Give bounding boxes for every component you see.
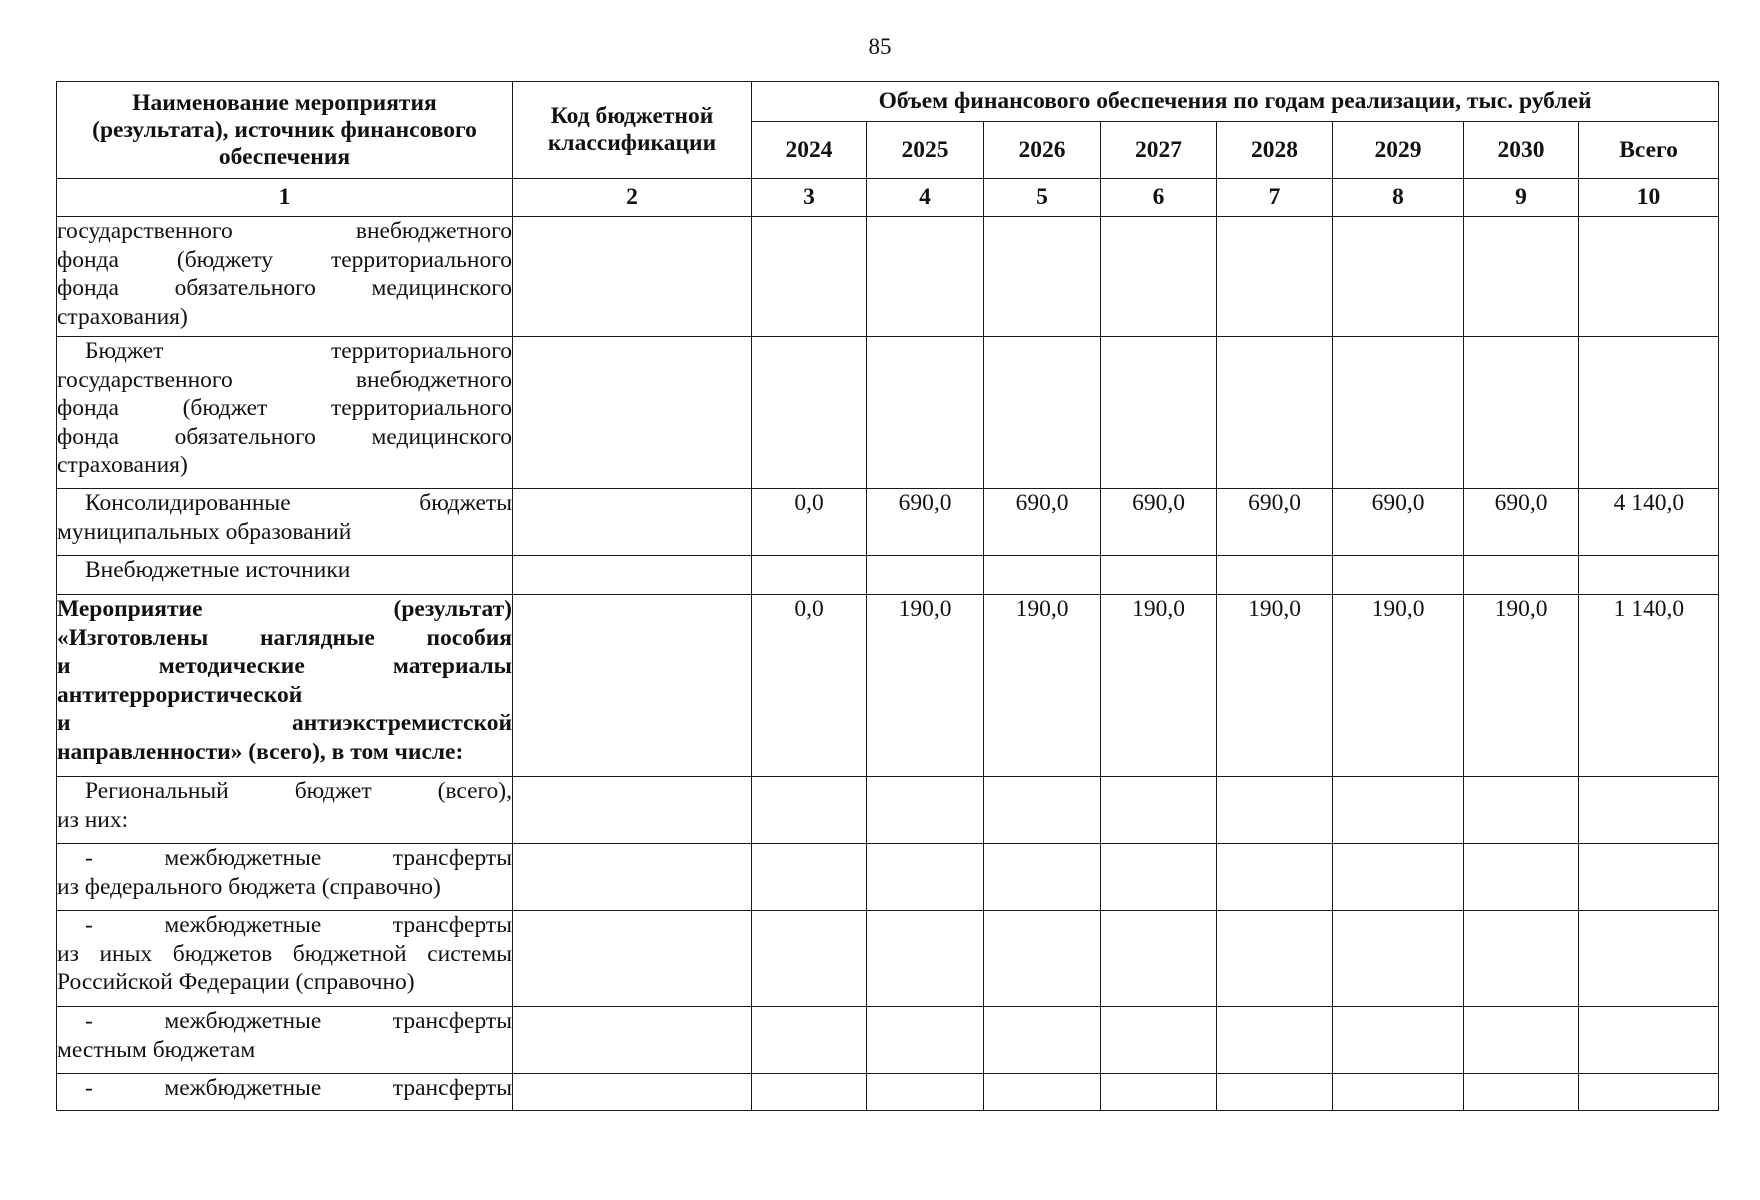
value-2028	[1217, 844, 1333, 911]
row-name	[57, 1007, 513, 1074]
header-funding-volume: Объем финансового обеспечения по годам реализации, тыс. рублей	[752, 82, 1719, 122]
header-activity-name: Наименование мероприятия (результата), источник финансового обеспечения	[57, 82, 513, 179]
row-name-line: государственного внебюджетного	[57, 218, 512, 244]
row-name-line: - межбюджетные трансферты	[85, 1008, 512, 1034]
table-row	[57, 844, 1719, 911]
header-year-2025: 2025	[867, 122, 984, 179]
value-2026: 690,0	[984, 489, 1101, 556]
value-2030	[1464, 1074, 1579, 1111]
column-number: 3	[752, 179, 867, 217]
value-2028	[1217, 217, 1333, 337]
column-number: 9	[1464, 179, 1579, 217]
row-code	[513, 595, 752, 777]
value-2027	[1101, 844, 1217, 911]
value-2029	[1333, 337, 1464, 489]
value-2029	[1333, 556, 1464, 595]
value-2029	[1333, 844, 1464, 911]
row-name-line: фонда обязательного медицинского	[57, 423, 512, 450]
value-2028: 190,0	[1217, 595, 1333, 777]
value-2029	[1333, 1007, 1464, 1074]
value-2029	[1333, 217, 1464, 337]
row-code	[513, 556, 752, 595]
value-2027: 190,0	[1101, 595, 1217, 777]
column-number: 6	[1101, 179, 1217, 217]
value-2028	[1217, 911, 1333, 1007]
value-2029: 190,0	[1333, 595, 1464, 777]
row-name-line: - межбюджетные трансферты	[85, 912, 512, 938]
row-name	[57, 1074, 513, 1111]
value-2027	[1101, 1074, 1217, 1111]
row-name-line: «Изготовлены наглядные пособия	[57, 624, 512, 651]
row-name	[57, 595, 513, 777]
value-2028	[1217, 1007, 1333, 1074]
row-name-line: из иных бюджетов бюджетной системы	[57, 940, 512, 967]
value-2029	[1333, 911, 1464, 1007]
table-row	[57, 217, 1719, 337]
value-2024	[752, 337, 867, 489]
value-2024	[752, 777, 867, 844]
value-2030	[1464, 556, 1579, 595]
value-2030: 190,0	[1464, 595, 1579, 777]
value-2025	[867, 1074, 984, 1111]
value-2030	[1464, 844, 1579, 911]
value-2027	[1101, 1007, 1217, 1074]
value-2024: 0,0	[752, 595, 867, 777]
column-number: 8	[1333, 179, 1464, 217]
value-total	[1579, 1074, 1719, 1111]
value-2025	[867, 556, 984, 595]
value-2024	[752, 1007, 867, 1074]
value-2025	[867, 217, 984, 337]
row-name-line: Бюджет территориального	[85, 338, 512, 364]
value-2026	[984, 1074, 1101, 1111]
value-2028	[1217, 1074, 1333, 1111]
row-name-line: из федерального бюджета (справочно)	[57, 873, 441, 900]
value-2027	[1101, 556, 1217, 595]
value-2027: 690,0	[1101, 489, 1217, 556]
row-name-line: государственного внебюджетного	[57, 366, 512, 393]
column-number: 1	[57, 179, 513, 217]
row-code	[513, 1074, 752, 1111]
value-2025	[867, 844, 984, 911]
value-2027	[1101, 217, 1217, 337]
row-name-line: страхования)	[57, 452, 188, 478]
table-row	[57, 556, 1719, 595]
row-code	[513, 911, 752, 1007]
value-2030	[1464, 337, 1579, 489]
row-code	[513, 337, 752, 489]
value-2025	[867, 911, 984, 1007]
value-2026	[984, 556, 1101, 595]
value-2030	[1464, 1007, 1579, 1074]
row-name	[57, 489, 513, 556]
value-2027	[1101, 337, 1217, 489]
value-total: 1 140,0	[1579, 595, 1719, 777]
value-2029	[1333, 1074, 1464, 1111]
row-name-line: Региональный бюджет (всего),	[85, 778, 512, 804]
value-2024: 0,0	[752, 489, 867, 556]
value-2025	[867, 337, 984, 489]
column-number: 4	[867, 179, 984, 217]
value-2029	[1333, 777, 1464, 844]
row-name-line: - межбюджетные трансферты	[85, 1075, 512, 1101]
value-total	[1579, 844, 1719, 911]
value-2026	[984, 217, 1101, 337]
value-2030	[1464, 777, 1579, 844]
value-2026	[984, 1007, 1101, 1074]
value-2028: 690,0	[1217, 489, 1333, 556]
value-total	[1579, 1007, 1719, 1074]
header-year-2030: 2030	[1464, 122, 1579, 179]
header-year-2026: 2026	[984, 122, 1101, 179]
row-name	[57, 556, 513, 595]
value-2024	[752, 1074, 867, 1111]
column-number: 5	[984, 179, 1101, 217]
column-number: 10	[1579, 179, 1719, 217]
row-name-line: - межбюджетные трансферты	[85, 845, 512, 871]
row-name	[57, 911, 513, 1007]
value-2026	[984, 337, 1101, 489]
value-2024	[752, 911, 867, 1007]
header-budget-code: Код бюджетной классификации	[513, 82, 752, 179]
row-name	[57, 217, 513, 337]
value-2030: 690,0	[1464, 489, 1579, 556]
row-name-line: и методические материалы	[57, 653, 512, 679]
row-name-line: направленности» (всего), в том числе:	[57, 738, 464, 765]
value-total	[1579, 556, 1719, 595]
row-name-line: местным бюджетам	[57, 1036, 256, 1063]
row-name-line: муниципальных образований	[57, 518, 352, 545]
value-2024	[752, 844, 867, 911]
value-total: 4 140,0	[1579, 489, 1719, 556]
value-2026: 190,0	[984, 595, 1101, 777]
value-2028	[1217, 337, 1333, 489]
value-2025	[867, 1007, 984, 1074]
row-name-line: антитеррористической	[57, 681, 303, 708]
value-2027	[1101, 777, 1217, 844]
row-name-line: страхования)	[57, 303, 188, 330]
value-2026	[984, 911, 1101, 1007]
row-name	[57, 777, 513, 844]
header-year-2029: 2029	[1333, 122, 1464, 179]
row-name-line: Внебюджетные источники	[85, 557, 351, 583]
value-2028	[1217, 556, 1333, 595]
page-number: 85	[868, 34, 892, 59]
value-2024	[752, 217, 867, 337]
financing-table	[56, 81, 1719, 1111]
row-code	[513, 844, 752, 911]
row-name-line: Российской Федерации (справочно)	[57, 969, 415, 995]
value-2029: 690,0	[1333, 489, 1464, 556]
value-2030	[1464, 217, 1579, 337]
header-total: Всего	[1579, 122, 1719, 179]
row-name	[57, 844, 513, 911]
row-name-line: и антиэкстремистской	[57, 710, 512, 736]
row-name-line: Консолидированные бюджеты	[85, 490, 512, 516]
value-2024	[752, 556, 867, 595]
row-name-line: из них:	[57, 806, 129, 833]
row-code	[513, 489, 752, 556]
table-row	[57, 595, 1719, 777]
header-year-2027: 2027	[1101, 122, 1217, 179]
value-2026	[984, 844, 1101, 911]
row-name-line: фонда (бюджету территориального	[57, 246, 512, 273]
row-name-line: Мероприятие (результат)	[57, 596, 512, 622]
table-row	[57, 1074, 1719, 1111]
value-2025: 690,0	[867, 489, 984, 556]
table-row	[57, 911, 1719, 1007]
table-row	[57, 489, 1719, 556]
value-2026	[984, 777, 1101, 844]
value-2028	[1217, 777, 1333, 844]
row-code	[513, 217, 752, 337]
value-2025: 190,0	[867, 595, 984, 777]
column-number: 7	[1217, 179, 1333, 217]
value-total	[1579, 777, 1719, 844]
row-name-line: фонда обязательного медицинского	[57, 275, 512, 301]
row-code	[513, 1007, 752, 1074]
header-year-2028: 2028	[1217, 122, 1333, 179]
value-2025	[867, 777, 984, 844]
value-total	[1579, 337, 1719, 489]
value-2030	[1464, 911, 1579, 1007]
header-year-2024: 2024	[752, 122, 867, 179]
row-name-line: фонда (бюджет территориального	[57, 395, 512, 421]
table-row	[57, 1007, 1719, 1074]
value-2027	[1101, 911, 1217, 1007]
row-name	[57, 337, 513, 489]
column-number: 2	[513, 179, 752, 217]
value-total	[1579, 217, 1719, 337]
table-row	[57, 337, 1719, 489]
table-row	[57, 777, 1719, 844]
row-code	[513, 777, 752, 844]
value-total	[1579, 911, 1719, 1007]
